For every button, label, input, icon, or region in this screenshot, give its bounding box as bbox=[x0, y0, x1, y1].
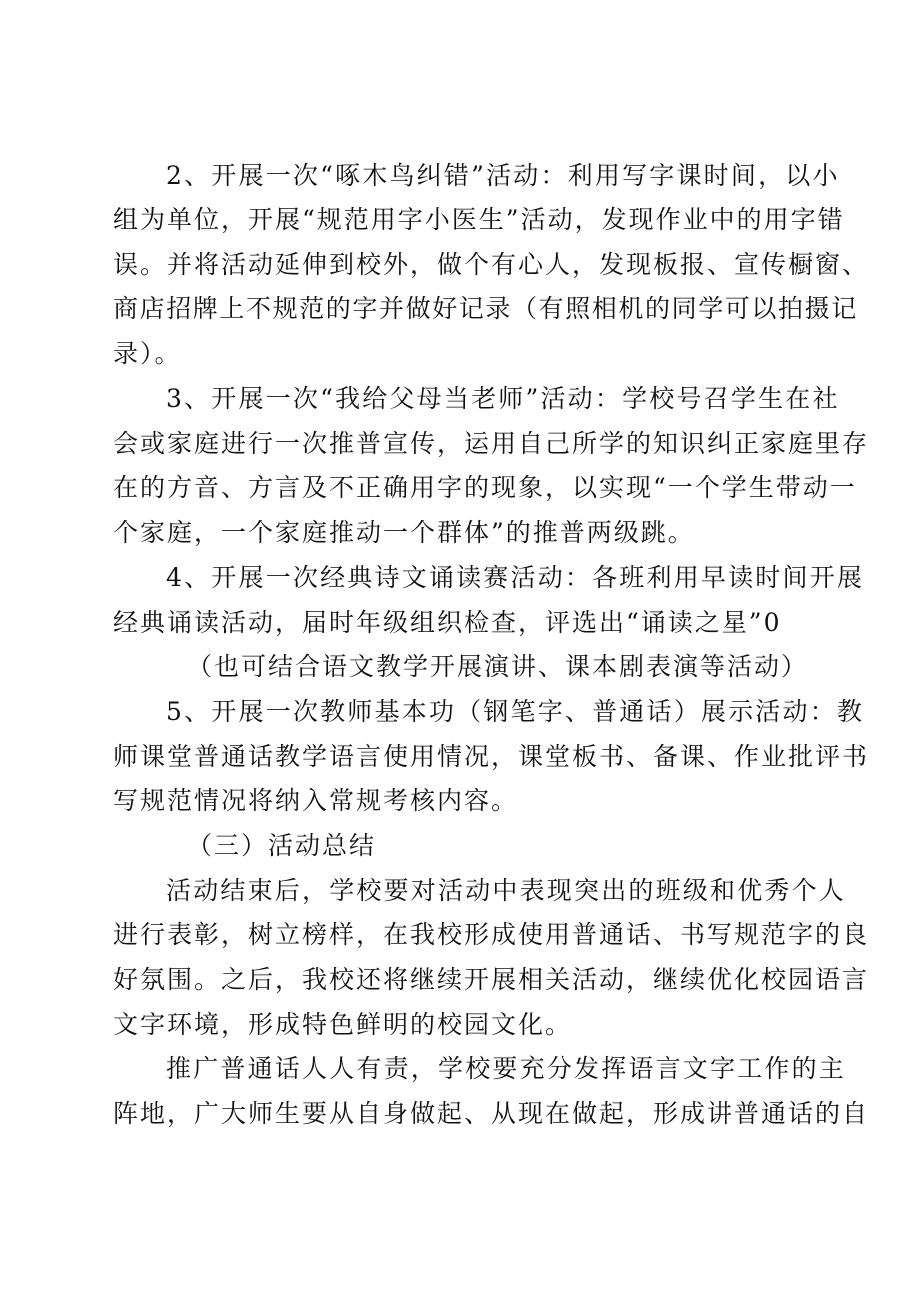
text-line: 个家庭，一个家庭推动一个群体”的推普两级跳。 bbox=[113, 518, 695, 547]
text-line: 好氛围。之后，我校还将继续开展相关活动，继续优化校园语言 bbox=[113, 965, 870, 994]
text-line: 进行表彰，树立榜样，在我校形成使用普通话、书写规范字的良 bbox=[113, 920, 870, 949]
text-line: 组为单位，开展“规范用字小医生”活动，发现作业中的用字错 bbox=[113, 205, 845, 234]
text-line: 3、开展一次“我给父母当老师”活动：学校号召学生在社 bbox=[166, 384, 840, 413]
text-line: 推广普通话人人有责，学校要充分发挥语言文字工作的主 bbox=[166, 1054, 847, 1083]
text-line: 经典诵读活动，届时年级组织检查，评选出“诵读之星”0 bbox=[113, 608, 782, 637]
text-line: 写规范情况将纳入常规考核内容。 bbox=[113, 786, 519, 815]
section-heading: （三）活动总结 bbox=[187, 831, 377, 860]
text-line: 师课堂普通话教学语言使用情况，课堂板书、备课、作业批评书 bbox=[113, 742, 870, 771]
text-line: 活动结束后，学校要对活动中表现突出的班级和优秀个人 bbox=[166, 876, 847, 905]
text-line: 误。并将活动延伸到校外，做个有心人，发现板报、宣传橱窗、 bbox=[113, 250, 870, 279]
text-line: 商店招牌上不规范的字并做好记录（有照相机的同学可以拍摄记 bbox=[113, 294, 858, 323]
text-line: 录）。 bbox=[113, 339, 182, 368]
text-line: 4、开展一次经典诗文诵读赛活动：各班利用早读时间开展 bbox=[166, 563, 865, 592]
text-line: 5、开展一次教师基本功（钢笔字、普通话）展示活动：教 bbox=[166, 697, 865, 726]
text-line: （也可结合语文教学开展演讲、课本剧表演等活动） bbox=[187, 652, 809, 681]
text-line: 2、开展一次“啄木鸟纠错”活动：利用写字课时间，以小 bbox=[166, 161, 840, 190]
text-line: 在的方音、方言及不正确用字的现象，以实现“一个学生带动一 bbox=[113, 473, 857, 502]
text-line: 会或家庭进行一次推普宣传，运用自己所学的知识纠正家庭里存 bbox=[113, 429, 870, 458]
text-line: 阵地，广大师生要从自身做起、从现在做起，形成讲普通话的自 bbox=[113, 1099, 870, 1128]
text-line: 文字环境，形成特色鲜明的校园文化。 bbox=[113, 1010, 573, 1039]
